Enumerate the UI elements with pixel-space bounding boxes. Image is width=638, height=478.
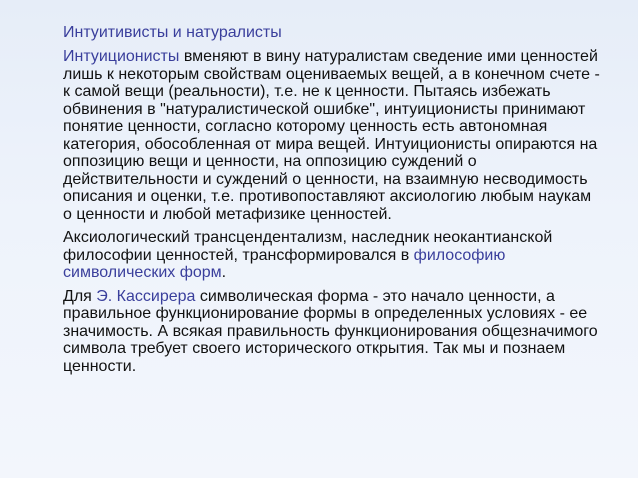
link-cassirer[interactable]: Э. Кассирера <box>96 287 196 305</box>
paragraph-text: вменяют в вину натуралистам сведение ими ценностей лишь к некоторым свойствам оцениваемых вещей, а в конечном счете - к самой вещи (реальности), т.е. не к ценности. Пытаясь избежать обвинения в "натуралистической ошибке", интуиционисты принимают понятие ценности, согласно которому ценность есть автономная категория, обособленная от мира вещей. Интуиционисты опираются на оппозицию вещи и ценности, на оппозицию суждений о действительности и суждений о ценности, на взаимную несводимость описания и оценки, т.е. противопоставляют аксиологию любым наукам о ценности и любой метафизике ценностей. <box>63 48 600 223</box>
link-intuitionists[interactable]: Интуиционисты <box>63 48 180 65</box>
paragraph-text: . <box>221 264 227 281</box>
slide-content <box>63 24 603 381</box>
paragraph-text: символическая форма - это начало ценности, а правильное функционирование формы в определенных условиях - ее значимость. А всякая правильность функционирования общезначимого символа требует своего исторического открытия. Так мы и познаем ценности. <box>63 287 598 375</box>
paragraph-intuitionists <box>63 48 603 223</box>
paragraph-transcendentalism <box>63 229 603 282</box>
slide-heading: Интуитивисты и натуралисты <box>63 24 282 41</box>
paragraph-cassirer <box>63 288 603 376</box>
paragraph-text: Аксиологический трансцендентализм, наследник неокантианской философии ценностей, трансформировался в <box>63 229 553 264</box>
paragraph-text: Для <box>63 287 97 305</box>
link-symbolic-forms[interactable]: философию символических форм <box>63 246 506 281</box>
